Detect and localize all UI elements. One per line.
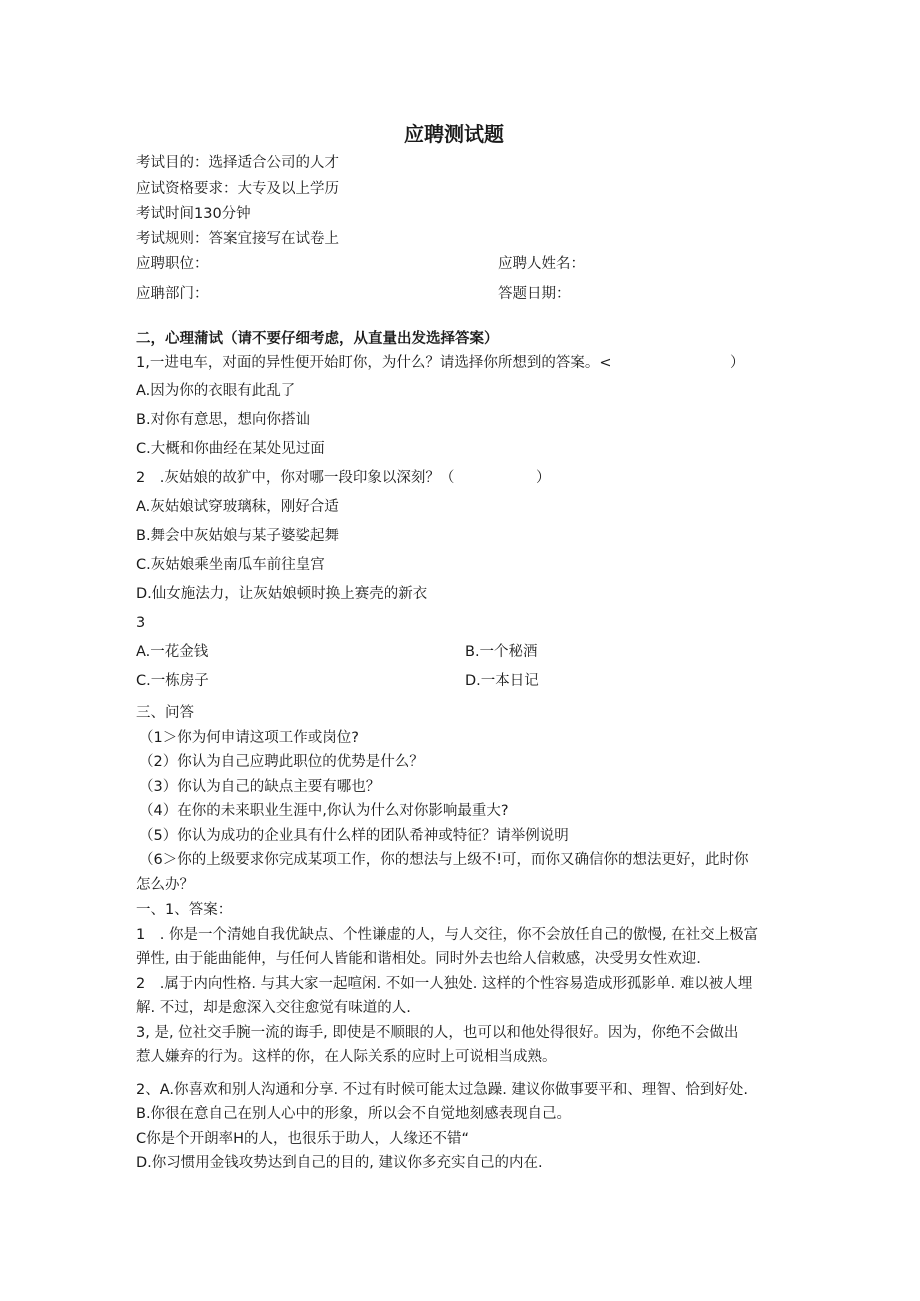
exam-qualification: 应试资格要求：大专及以上学历 (136, 181, 339, 197)
q2-option-b: B.舞会中灰姑娘与某子婆娑起舞 (136, 528, 340, 544)
q1-close: ） (730, 355, 745, 371)
q2-text: 2 .灰姑娘的故犷中，你对哪一段印象以深刻？（ (136, 470, 455, 486)
exam-rules: 考试规则：答案宜接写在试卷上 (136, 231, 339, 247)
q2-close: ） (536, 470, 551, 486)
section3-heading: 三、问答 (136, 705, 194, 721)
answer-1-line-4: 解. 不过，却是愈深入交往愈觉有味道的人. (136, 1000, 411, 1016)
page-title: 应聘测试题 (404, 122, 504, 146)
answers-heading: 一、1、答案： (136, 902, 233, 918)
answer-1-line-1: 1 . 你是一个清她自我优缺点、个性谦虚的人，与人交往，你不会放任自己的傲慢, 在社交上极富 (136, 927, 759, 943)
q1-text: 1,一进电车，对面的异性便开始盯你，为什么？请选择你所想到的答案。< (136, 355, 612, 371)
date-label: 答题日期： (498, 286, 571, 302)
exam-duration: 考试时间130分钟 (136, 206, 251, 222)
qa-question-1: （1＞你为何申请这项工作或岗位? (139, 730, 359, 746)
q3-option-b: B.一个秘酒 (465, 644, 538, 660)
q1-option-c: C.大概和你曲经在某处见过面 (136, 441, 325, 457)
answer-1-line-6: 惹人嫌弃的行为。这样的你，在人际关系的应时上可说相当成熟。 (136, 1049, 557, 1065)
q1-option-a: A.因为你的衣眼有此乱了 (136, 383, 296, 399)
q2-option-a: A.灰姑娘试穿玻璃秣，刚好合适 (136, 499, 339, 515)
department-label: 应聃部门： (136, 286, 209, 302)
q3-option-d: D.一本日记 (465, 673, 539, 689)
answer-2-line-4: D.你习惯用金钱攻势达到自己的目的, 建议你多充实自己的内在. (136, 1155, 543, 1171)
q3-number: 3 (136, 615, 146, 631)
answer-1-line-3: 2 .属于内向性格. 与其大家一起喧闲. 不如一人独处. 这样的个性容易造成形孤影单. 难以被人埋 (136, 976, 753, 992)
q3-option-a: A.一花金钱 (136, 644, 209, 660)
q2-option-c: C.灰姑娘乘坐南瓜车前往皇宫 (136, 557, 325, 573)
q3-option-c: C.一栋房子 (136, 673, 209, 689)
section2-heading: 二，心理蒲试（请不要仔细考虑，从直量出发选择答案） (136, 331, 499, 347)
q2-option-d: D.仙女施法力，让灰姑娘顿时换上赛壳的新衣 (136, 586, 428, 602)
name-label: 应聘人姓名： (498, 256, 585, 272)
exam-purpose: 考试目的：选择适合公司的人才 (136, 155, 339, 171)
answer-2-line-2: B.你很在意自己在别人心中的形象，所以会不自觉地刻感表现自己。 (136, 1106, 572, 1122)
answer-1-line-5: 3, 是, 位社交手腕一流的诲手, 即使是不顺眼的人，也可以和他处得很好。因为，你绝不会做出 (136, 1025, 739, 1041)
qa-question-4: （4）在你的未来职业生涯中,你认为什么对你影响最重大? (139, 803, 509, 819)
qa-question-3: （3）你认为自己的缺点主要有哪也？ (139, 779, 381, 795)
answer-1-line-2: 弹性, 由于能曲能伸，与任何人皆能和谐相处。同时外去也给人信敕感，决受男女性欢迎. (136, 951, 701, 967)
position-label: 应聘职位： (136, 256, 209, 272)
q1-option-b: B.对你有意思，想向你搭讪 (136, 412, 311, 428)
qa-question-6: （6＞你的上级要求你完成某项工作，你的想法与上级不!可，而你又确信你的想法更好，此时你 (139, 852, 749, 868)
answer-2-line-1: 2、A.你喜欢和别人沟通和分享. 不过有时候可能太过急躁. 建议你做事要平和、理智、恰到好处. (136, 1082, 749, 1098)
qa-question-6-cont: 怎么办？ (136, 877, 194, 893)
answer-2-line-3: C你是个开朗率H的人，也很乐于助人，人缘还不错“ (136, 1131, 470, 1147)
qa-question-2: （2）你认为自己应聘此职位的优势是什么？ (139, 754, 424, 770)
qa-question-5: （5）你认为成功的企业具有什么样的团队希神或特征？请举例说明 (139, 828, 569, 844)
